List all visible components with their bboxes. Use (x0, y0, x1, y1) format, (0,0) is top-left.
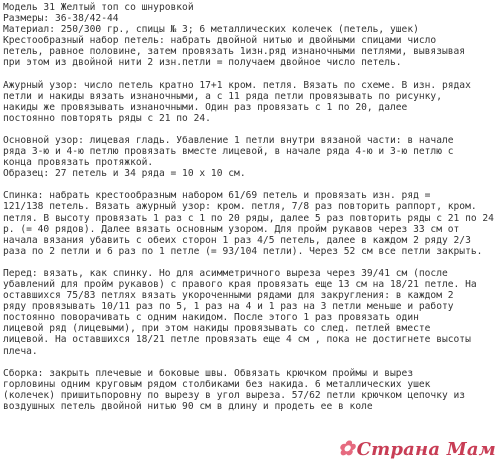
text-line: петли и накиды вязать изнаночными, а с 11 ряда петли провязывать по рисунку, (3, 90, 442, 102)
text-line: Основной узор: лицевая гладь. Убавление 1 петли внутри вязаной части: в начале (3, 134, 454, 146)
text-section (3, 135, 497, 179)
text-line: постоянно поворачивать с одним накидом. После этого 1 раз провязать один (3, 312, 419, 324)
text-line: раза по 2 петли и 6 раз по 1 петле (= 93/104 петли). Через 52 см все петли закрыть. (3, 245, 483, 257)
text-line: лицевой. На оставшихся 18/21 петле провязать еще 4 см , пока не достигнете высоты (3, 334, 471, 346)
text-line: Сборка: закрыть плечевые и боковые швы. Обвязать крючком проймы и вырез (3, 367, 414, 379)
text-section (3, 80, 497, 124)
text-line: горловины одним круговым рядом столбиками без накида. 6 металлических ушек (3, 378, 431, 390)
text-line: при этом из двойной нити 2 изн.петли = получаем двойное число петель. (3, 57, 402, 69)
site-watermark (337, 435, 496, 460)
text-section (3, 2, 497, 69)
text-line: Материал: 250/300 гр., спицы № 3; 6 металлических колечек (петель, ушек) (3, 24, 419, 36)
text-line: плеча. (3, 345, 38, 357)
text-line: Размеры: 36-38/42-44 (3, 13, 119, 25)
text-line: Крестообразный набор петель: набрать двойной нитью и двойными спицами число (3, 35, 437, 47)
text-section (3, 368, 497, 412)
text-line: петля. В высоту провязать 1 раз с 1 по 20 ряды, далее 5 раз повторить ряды с 21 по 24 (3, 212, 494, 224)
text-line: лицевой ряд (лицевыми), при этом накиды провязывать со след. петлей вместе (3, 323, 431, 335)
text-line: 121/138 петель. Вязать ажурный узор: кром. петля, 7/8 раз повторить раппорт, кром. (3, 201, 477, 213)
text-line: начала вязания убавить с обеих сторон 1 раз 4/5 петель, далее в каждом 2 ряду 2/3 (3, 234, 471, 246)
text-line: постоянно повторять ряды с 21 по 24. (3, 112, 211, 124)
text-line: петель, равное половине, затем провязать 1изн.ряд изнаночными петлями, вывязывая (3, 46, 466, 58)
text-line: р. (= 40 рядов). Далее вязать основным узором. Для пройм рукавов через 33 см от (3, 223, 460, 235)
document-body (3, 2, 497, 423)
text-line: Образец: 27 петель и 34 ряда = 10 х 10 см. (3, 168, 246, 180)
text-line: Перед: вязать, как спинку. Но для асимметричного выреза через 39/41 см (после (3, 267, 448, 279)
text-section (3, 268, 497, 357)
text-line: ряду провязывать 10/11 раз по 5, 1 раз на 4 и 1 раз на 3 петли меньше и работу (3, 301, 454, 313)
text-section (3, 190, 497, 257)
text-line: Модель 31 Желтый топ со шнуровкой (3, 2, 194, 13)
text-line: убавлений для пройм рукавов) с правого края провязать еще 13 см на 18/21 петле. На (3, 278, 477, 290)
text-line: конца провязать протяжкой. (3, 157, 154, 169)
text-line: накиды же провязывать изнаночными. Один раз провязать с 1 по 20, далее (3, 101, 408, 113)
flower-logo-icon: ✿ (337, 435, 355, 460)
text-line: Спинка: набрать крестообразным набором 61/69 петель и провязать изн. ряд = (3, 190, 431, 202)
text-line: Ажурный узор: число петель кратно 17+1 кром. петля. Вязать по схеме. В изн. рядах (3, 79, 471, 91)
text-line: (колечек) пришитьпоровну по вырезу в угол выреза. 57/62 петли крючком цепочку из (3, 389, 466, 401)
text-line: ряда 3-ю и 4-ю петлю провязать вместе лицевой, в начале ряда 4-ю и 3-ю петлю с (3, 146, 454, 158)
text-line: воздушных петель двойной нитью 90 см в длину и продеть ее в коле (3, 400, 373, 412)
text-line: оставшихся 75/83 петлях вязать укороченными рядами для закругления: в каждом 2 (3, 290, 454, 302)
watermark-text: Страна Мам (356, 438, 496, 460)
